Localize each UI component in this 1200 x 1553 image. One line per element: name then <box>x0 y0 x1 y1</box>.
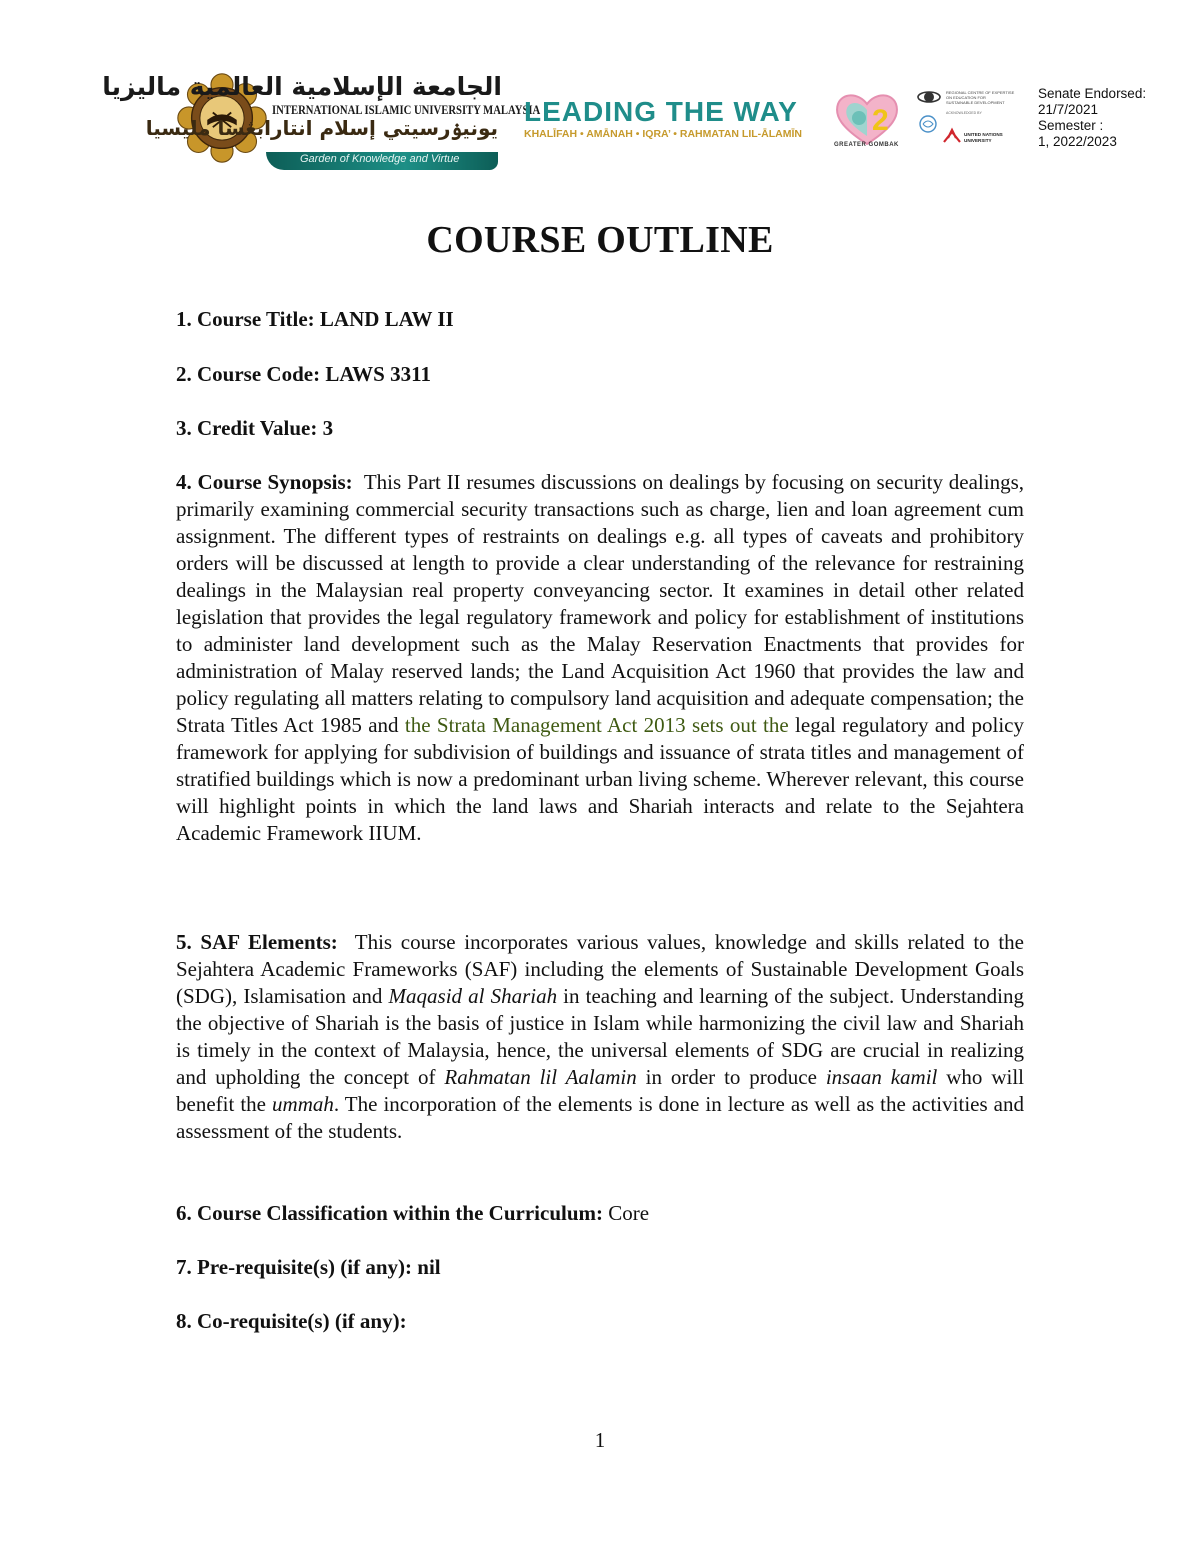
leading-the-way-subtitle: KHALĪFAH • AMĀNAH • IQRA’ • RAHMATAN LIL-ĀLAMĪN <box>524 128 802 140</box>
document-title: COURSE OUTLINE <box>426 219 774 261</box>
page-number: 1 <box>594 1428 606 1452</box>
senate-date: 21/7/2021 <box>1038 102 1099 117</box>
item-value: 3 <box>322 416 334 440</box>
item-label: Co-requisite(s) (if any): <box>197 1309 407 1333</box>
senate-label: Senate Endorsed: <box>1038 86 1147 101</box>
item-label: Course Title: <box>197 307 315 331</box>
saf-text-5: . The incorporation of the elements is done in lecture as well as the activities and assessment of the students. <box>176 1092 1024 1143</box>
saf-text-2: in teaching and learning of the subject. Understanding the objective of Shariah is the basis of justice in Islam while harmonizing the civil law and Shariah is timely in the context of Malaysia, hence, the universal elements of SDG are crucial in realizing and upholding the concept of <box>176 984 1024 1089</box>
item-number: 8. <box>176 1309 192 1333</box>
item-credit-value <box>176 415 1024 442</box>
item-label: Pre-requisite(s) (if any): <box>197 1255 413 1279</box>
university-tagline: Garden of Knowledge and Virtue <box>300 153 460 165</box>
page-header <box>0 0 1200 200</box>
saf-text-3: in order to produce <box>636 1065 826 1089</box>
item-value: Core <box>608 1201 650 1225</box>
item-number: 2. <box>176 362 192 386</box>
item-number: 3. <box>176 416 192 440</box>
item-saf-elements <box>176 929 1024 1145</box>
semester-label: Semester : <box>1038 118 1104 133</box>
saf-italic-maqasid: Maqasid al Shariah <box>388 984 558 1008</box>
item-course-synopsis <box>176 469 1024 847</box>
greater-gombak-heart-logo <box>832 90 902 148</box>
rce-unu-logo <box>916 88 1026 150</box>
unu-label-2: UNIVERSITY <box>964 138 992 143</box>
item-label: Credit Value: <box>197 416 318 440</box>
item-value: LAWS 3311 <box>325 362 431 386</box>
item-number: 5. <box>176 930 192 954</box>
rce-line-3: SUSTAINABLE DEVELOPMENT <box>946 100 1005 105</box>
item-number: 7. <box>176 1255 192 1279</box>
synopsis-text: This Part II resumes discussions on dealings by focusing on security dealings, primarily examining commercial security transactions such as charge, lien and loan agreement cum assignment. The different types of restraints on dealings e.g. all types of caveats and prohibitory orders will be discussed at length to provide a clear understanding of the relevance for restraining dealings in the Malaysian real property conveyancing sector. It examines in detail other related legislation that provides the legal regulatory framework and policy for establishment of institutions to administer land development such as the Malay Reservation Enactments that provides for administration of Malay reserved lands; the Land Acquisition Act 1960 that provides the law and policy regulating all matters relating to compulsory land acquisition and adequate compensation; the Strata Titles Act 1985 and <box>176 470 1025 737</box>
item-course-code <box>176 361 1024 388</box>
rce-line-2: ON EDUCATION FOR <box>946 95 986 100</box>
svg-text:2: 2 <box>872 104 889 137</box>
senate-endorsement-info <box>1038 86 1146 150</box>
university-name-english: INTERNATIONAL ISLAMIC UNIVERSITY MALAYSIA <box>272 102 541 117</box>
iium-wordmark <box>102 72 541 172</box>
university-name-arabic: الجامعة الإسلامية العالمية ماليزيا <box>102 72 502 101</box>
item-label: Course Code: <box>197 362 321 386</box>
item-course-title <box>176 306 1024 333</box>
item-course-classification <box>176 1200 1024 1227</box>
synopsis-text-end: legal regulatory and policy framework for applying for subdivision of buildings and issuance of strata titles and management of stratified buildings which is now a predominant urban living scheme. Wherever relevant, this course will highlight points in which the land laws and Shariah interacts and relate to the Sejahtera Academic Framework IIUM. <box>176 713 1024 845</box>
unu-label-1: UNITED NATIONS <box>964 132 1003 137</box>
rce-line-1: REGIONAL CENTRE OF EXPERTISE <box>946 90 1015 95</box>
item-number: 6. <box>176 1201 192 1225</box>
item-label: Course Classification within the Curriculum: <box>197 1201 603 1225</box>
saf-italic-rahmatan: Rahmatan lil Aalamin <box>444 1065 637 1089</box>
saf-text-1: This course incorporates various values, knowledge and skills related to the Sejahtera Academic Frameworks (SAF) including the elements of Sustainable Development Goals (SDG), Islamisation and <box>176 930 1025 1008</box>
greater-gombak-label: GREATER GOMBAK <box>834 142 899 148</box>
item-prerequisites <box>176 1254 1024 1281</box>
saf-italic-insaan: insaan kamil <box>825 1065 938 1089</box>
item-value: nil <box>417 1255 441 1279</box>
semester-value: 1, 2022/2023 <box>1038 134 1117 149</box>
synopsis-highlight: the Strata Management Act 2013 sets out the <box>404 713 789 737</box>
item-label: SAF Elements: <box>200 930 338 954</box>
saf-text-4: who will benefit the <box>176 1065 1024 1116</box>
item-label: Course Synopsis: <box>197 470 353 494</box>
item-number: 1. <box>176 307 192 331</box>
leading-the-way-title: LEADING THE WAY <box>524 96 798 127</box>
university-name-jawi: يونيۏرسيتي إسلام انتارابڠسا مليسيا <box>145 116 498 140</box>
rce-line-4: ACKNOWLEDGED BY <box>946 111 982 115</box>
item-corequisites <box>176 1308 1024 1335</box>
item-number: 4. <box>176 470 192 494</box>
saf-italic-ummah: ummah <box>272 1092 334 1116</box>
item-value: LAND LAW II <box>319 307 454 331</box>
